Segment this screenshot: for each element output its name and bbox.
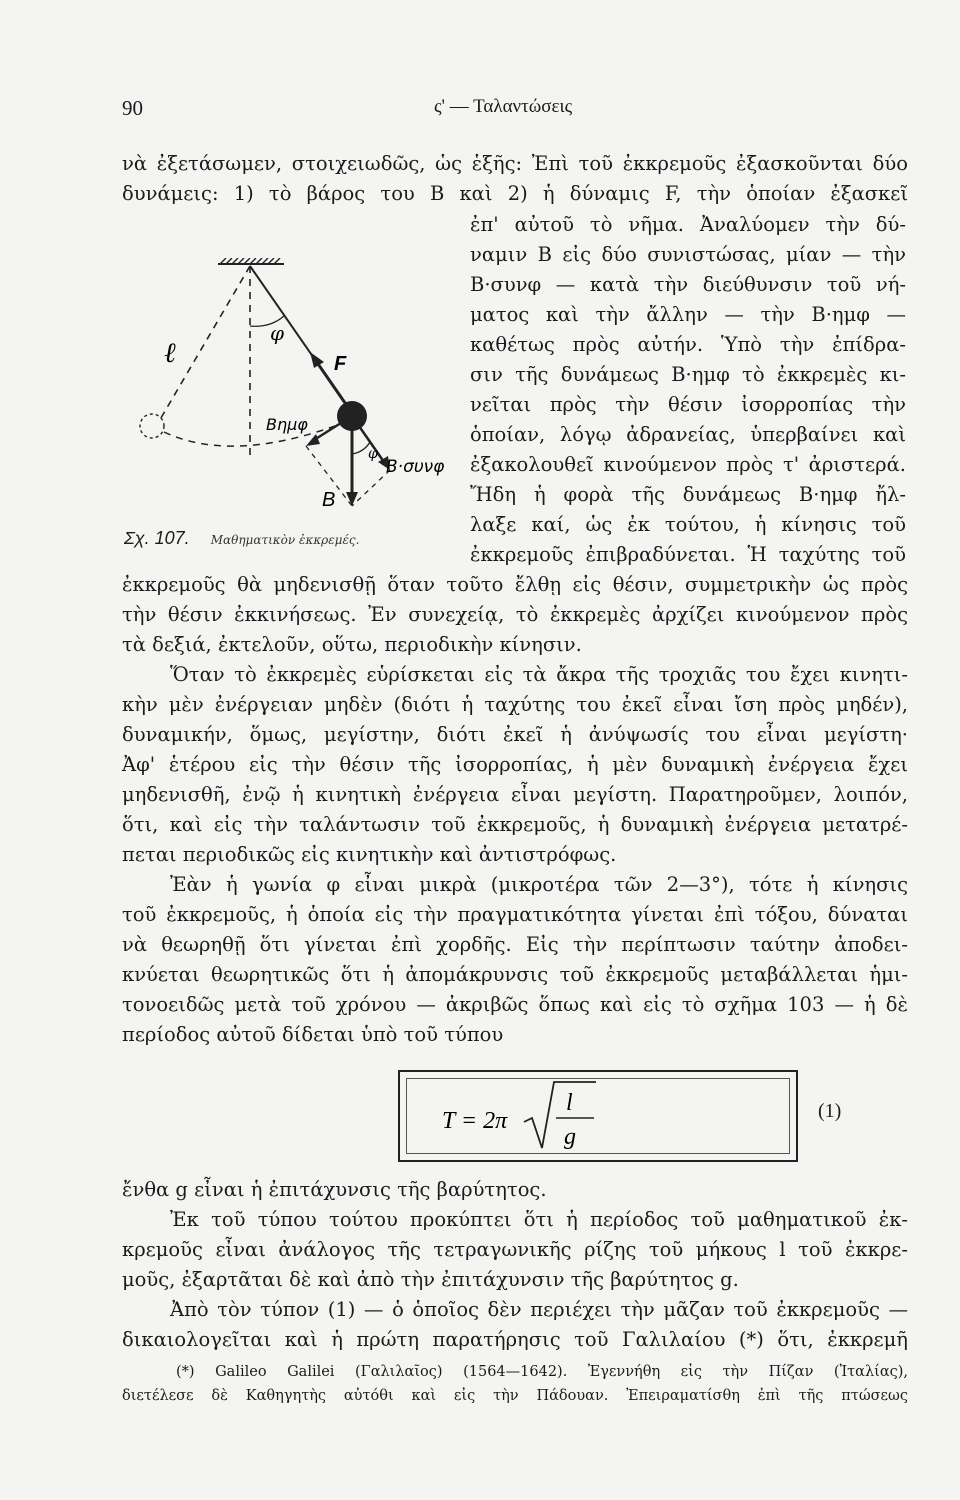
page-header <box>122 96 912 126</box>
period-formula <box>400 1072 796 1160</box>
formula-lhs: T = 2π <box>442 1108 508 1134</box>
text-line: ὅτι, καὶ εἰς τὴν ταλάντωσιν τοῦ ἐκκρεμοῦς, ἡ δυναμικὴ ἐνέργεια μετατρέ- <box>122 813 908 836</box>
text-line: σιν τῆς δυνάμεως B·ημφ τὸ ἐκκρεμὲς κι- <box>470 363 906 386</box>
text-line: Ὅταν τὸ ἐκκρεμὲς εὑρίσκεται εἰς τὰ ἄκρα τῆς τροχιᾶς του ἔχει κινητι- <box>170 663 908 686</box>
text-line: μηδενισθῆ, ἐνῷ ἡ κινητικὴ ἐνέργεια εἶναι μεγίστη. Παρατηροῦμεν, λοιπόν, <box>122 783 908 806</box>
text-line: ἐπ' αὐτοῦ τὸ νῆμα. Ἀναλύομεν τὴν δύ- <box>470 213 906 236</box>
running-title: ς' — Ταλαντώσεις <box>434 96 573 117</box>
text-line: ματος καὶ τὴν ἄλλην — τὴν B·ημφ — <box>470 303 906 326</box>
text-line: περίοδος αὐτοῦ δίδεται ὑπὸ τοῦ τύπου <box>122 1023 504 1046</box>
caption-text: Μαθηματικὸν ἐκκρεμές. <box>210 533 360 547</box>
text-line: τονοειδῶς μετὰ τοῦ χρόνου — ἀκριβῶς ὅπως καὶ εἰς τὸ σχῆμα 103 — ἡ δὲ <box>122 993 908 1016</box>
text-line: ἐξακολουθεῖ κινούμενον πρὸς τ' ἀριστερά. <box>470 453 906 476</box>
formula-denominator: g <box>564 1124 576 1150</box>
text-line: λαξε καί, ὡς ἐκ τούτου, ἡ κίνησις τοῦ <box>470 513 906 536</box>
text-line: ἔνθα g εἶναι ἡ ἐπιτάχυνσις τῆς βαρύτητος. <box>122 1178 547 1201</box>
caption-number: Σχ. 107. <box>124 528 190 548</box>
text-line: νὰ θεωρηθῇ ὅτι γίνεται ἐπὶ χορδῆς. Εἰς τὴν περίπτωσιν ταύτην ἀποδει- <box>122 933 908 956</box>
parallelogram-line <box>352 470 390 506</box>
pendulum-diagram <box>120 258 470 554</box>
weight-arrowhead <box>346 492 358 506</box>
text-line: ἐκκρεμοῦς ἐπιβραδύνεται. Ἡ ταχύτης τοῦ <box>470 543 906 566</box>
text-line: τὴν θέσιν ἐκκινήσεως. Ἐν συνεχείᾳ, τὸ ἐκκρεμὲς ἀρχίζει κινούμενον πρὸς <box>122 603 908 626</box>
figure-caption <box>124 528 474 554</box>
footnote-line: (*) Galileo Galilei (Γαλιλαῖος) (1564—1642). Ἐγεννήθη εἰς τὴν Πίζαν (Ἰταλίας), <box>176 1364 908 1380</box>
text-line: τὰ δεξιά, ἐκτελοῦν, οὕτω, περιοδικὴν κίνησιν. <box>122 633 582 656</box>
text-line: πεται περιοδικῶς εἰς κινητικὴν καὶ ἀντιστρόφως. <box>122 843 617 866</box>
text-line: τοῦ ἐκκρεμοῦς, ἡ ὁποία εἰς τὴν πραγματικότητα γίνεται ἐπὶ τόξου, δύναται <box>122 903 908 926</box>
bhmphi-arrowhead <box>306 434 320 446</box>
text-line: μοῦς, ἐξαρτᾶται δὲ καὶ ἀπὸ τὴν ἐπιτάχυνσιν τῆς βαρύτητος g. <box>122 1268 739 1291</box>
text-line: Ἀφ' ἑτέρου εἰς τὴν θέσιν τῆς ἰσορροπίας, ἡ μὲν δυναμικὴ ἐνέργεια ἔχει <box>122 753 908 776</box>
text-line: ὁποίαν, λόγῳ ἀδρανείας, ὑπερβαίνει καὶ <box>470 423 906 446</box>
text-line: Ἐκ τοῦ τύπου τούτου προκύπτει ὅτι ἡ περίοδος τοῦ μαθηματικοῦ ἐκ- <box>170 1208 908 1231</box>
text-line: κρεμοῦς εἶναι ἀνάλογος τῆς τετραγωνικῆς ρίζης τοῦ μήκους l τοῦ ἐκκρε- <box>122 1238 908 1261</box>
text-line: Ἤδη ἡ φορὰ τῆς δυνάμεως B·ημφ ἤλ- <box>470 483 906 506</box>
label-bsynphi: B·συνφ <box>386 457 445 477</box>
formula-box <box>398 1070 798 1162</box>
text-line: ἐκκρεμοῦς θὰ μηδενισθῇ ὅταν τοῦτο ἔλθῃ εἰς θέσιν, συμμετρικὴν ὡς πρὸς <box>122 573 908 596</box>
label-f: F <box>334 353 347 375</box>
text-line: Ἀπὸ τὸν τύπον (1) — ὁ ὁποῖος δὲν περιέχει τὴν μᾶζαν τοῦ ἐκκρεμοῦς — <box>170 1298 908 1321</box>
left-bob <box>140 414 164 438</box>
label-b: B <box>322 489 336 511</box>
text-line: ναμιν B εἰς δύο συνιστώσας, μίαν — τὴν <box>470 243 906 266</box>
text-line: κνύεται θεωρητικῶς ὅτι ἡ ἀπομάκρυνσις τοῦ ἐκκρεμοῦς μεταβάλλεται ἡμι- <box>122 963 908 986</box>
text-line: δυναμικήν, ὅμως, μεγίστην, διότι ἐκεῖ ἡ ἀνύψωσίς του εἶναι μεγίστη· <box>122 723 908 746</box>
text-line: Ἐὰν ἡ γωνία φ εἶναι μικρὰ (μικροτέρα τῶν 2—3°), τότε ἡ κίνησις <box>170 873 908 896</box>
text-line: νὰ ἐξετάσωμεν, στοιχειωδῶς, ὡς ἑξῆς: Ἐπὶ τοῦ ἐκκρεμοῦς ἐξασκοῦνται δύο <box>122 152 908 175</box>
formula-numerator: l <box>566 1090 573 1116</box>
label-phi-bob: φ <box>368 446 378 462</box>
label-phi-top: φ <box>270 321 285 345</box>
text-line: καθέτως πρὸς αὐτήν. Ὑπὸ τὴν ἐπίδρα- <box>470 333 906 356</box>
label-bhmphi: Bημφ <box>266 415 308 434</box>
text-line: δικαιολογεῖται καὶ ἡ πρώτη παρατήρησις τοῦ Γαλιλαίου (*) ὅτι, ἐκκρεμῆ <box>122 1328 908 1351</box>
sqrt-sign <box>524 1082 596 1148</box>
text-line: δυνάμεις: 1) τὸ βάρος του B καὶ 2) ἡ δύναμις F, τὴν ὁποίαν ἐξασκεῖ <box>122 182 908 205</box>
footnote-line: διετέλεσε δὲ Καθηγητὴς αὐτόθι καὶ εἰς τὴν Πάδουαν. Ἐπειραματίσθη ἐπὶ τῆς πτώσεως <box>122 1388 908 1404</box>
force-f-arrowhead <box>310 352 324 368</box>
text-line: B·συνφ — κατὰ τὴν διεύθυνσιν τοῦ νή- <box>470 273 906 296</box>
text-line: νεῖται πρὸς τὴν θέσιν ἰσορροπίας τὴν <box>470 393 906 416</box>
label-l: ℓ <box>164 336 176 369</box>
page-number: 90 <box>122 96 143 120</box>
equation-number: (1) <box>818 1100 842 1122</box>
text-line: κὴν μὲν ἐνέργειαν μηδὲν (διότι ἡ ταχύτης του ἐκεῖ εἶναι ἴση πρὸς μηδέν), <box>122 693 908 716</box>
